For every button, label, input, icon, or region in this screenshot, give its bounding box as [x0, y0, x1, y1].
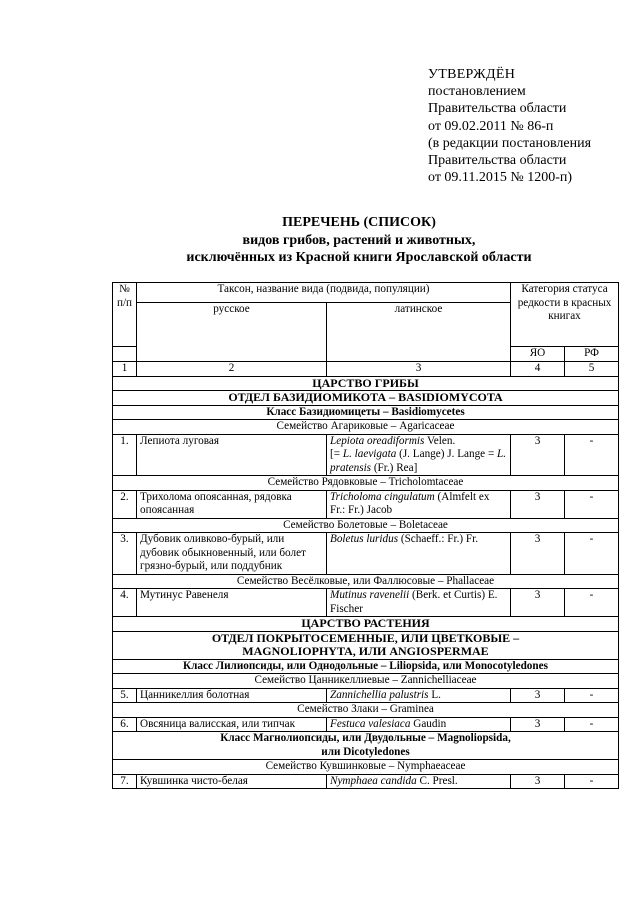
- row-russian: Мутинус Равенеля: [137, 589, 327, 617]
- row-latin: Mutinus ravenelii (Berk. et Curtis) E. Fischer: [327, 589, 511, 617]
- header-num: № п/п: [113, 283, 137, 347]
- family-row: Семейство Цанникеллиевые – Zannichelliaceae: [113, 674, 619, 689]
- approval-line: от 09.11.2015 № 1200-п): [428, 170, 573, 186]
- row-yao: 3: [511, 589, 565, 617]
- title-line-1: ПЕРЕЧЕНЬ (СПИСОК): [282, 215, 436, 230]
- row-num: 5.: [113, 688, 137, 703]
- colnum-4: 4: [511, 362, 565, 377]
- row-russian: Цанникеллия болотная: [137, 688, 327, 703]
- colnum-1: 1: [113, 362, 137, 377]
- division-row: ОТДЕЛ БАЗИДИОМИКОТА – BASIDIOMYCOTA: [113, 391, 619, 406]
- family-row: Семейство Весёлковые, или Фаллюсовые – Phallaceae: [113, 574, 619, 589]
- approval-line: от 09.02.2011 № 86-п: [428, 118, 554, 134]
- row-num: 1.: [113, 434, 137, 476]
- class-row: Класс Лилиопсиды, или Однодольные – Liliopsida, или Monocotyledones: [113, 659, 619, 674]
- table-row: [113, 490, 619, 518]
- document-title: [100, 214, 618, 267]
- family-row: Семейство Агариковые – Agaricaceae: [113, 420, 619, 435]
- species-table: [112, 282, 619, 789]
- table-row: [113, 774, 619, 789]
- row-russian: Дубовик оливково-бурый, или дубовик обыкновенный, или болет грязно-бурый, или поддубник: [137, 533, 327, 575]
- row-num: 3.: [113, 533, 137, 575]
- table-row: [113, 533, 619, 575]
- row-russian: Кувшинка чисто-белая: [137, 774, 327, 789]
- header-taxon: Таксон, название вида (подвида, популяции): [137, 283, 511, 303]
- kingdom-row: ЦАРСТВО ГРИБЫ: [113, 376, 619, 391]
- title-line-2: видов грибов, растений и животных,: [242, 232, 476, 248]
- row-num: 4.: [113, 589, 137, 617]
- row-yao: 3: [511, 688, 565, 703]
- approval-heading: УТВЕРЖДЁН: [428, 67, 516, 82]
- colnum-3: 3: [327, 362, 511, 377]
- row-russian: Овсяница валисская, или типчак: [137, 717, 327, 732]
- colnum-5: 5: [565, 362, 619, 377]
- approval-block: [428, 66, 591, 186]
- row-rf: -: [565, 717, 619, 732]
- title-line-3: исключённых из Красной книги Ярославской области: [186, 250, 532, 265]
- row-num: 7.: [113, 774, 137, 789]
- colnum-2: 2: [137, 362, 327, 377]
- header-russian: русское: [137, 303, 327, 362]
- row-yao: 3: [511, 717, 565, 732]
- kingdom-row: ЦАРСТВО РАСТЕНИЯ: [113, 617, 619, 632]
- row-rf: -: [565, 434, 619, 476]
- row-rf: -: [565, 688, 619, 703]
- approval-line: постановлением: [428, 84, 526, 100]
- table-row: [113, 688, 619, 703]
- row-yao: 3: [511, 434, 565, 476]
- approval-line: (в редакции постановления: [428, 135, 592, 151]
- family-row: Семейство Болетовые – Boletaceae: [113, 518, 619, 533]
- row-latin: Lepiota oreadiformis Velen. [= L. laevigata (J. Lange) J. Lange = L. pratensis (Fr.) Rea]: [327, 434, 511, 476]
- class-row: Класс Базидиомицеты – Basidiomycetes: [113, 405, 619, 420]
- row-rf: -: [565, 533, 619, 575]
- row-latin: Zannichellia palustris L.: [327, 688, 511, 703]
- approval-line: Правительства области: [428, 153, 567, 169]
- table-row: [113, 717, 619, 732]
- header-blank: [113, 347, 137, 362]
- row-latin: Boletus luridus (Schaeff.: Fr.) Fr.: [327, 533, 511, 575]
- row-rf: -: [565, 490, 619, 518]
- row-num: 2.: [113, 490, 137, 518]
- table-row: [113, 434, 619, 476]
- row-yao: 3: [511, 774, 565, 789]
- row-yao: 3: [511, 533, 565, 575]
- class-row: Класс Магнолиопсиды, или Двудольные – Magnoliopsida, или Dicotyledones: [113, 732, 619, 760]
- header-latin: латинское: [327, 303, 511, 362]
- family-row: Семейство Рядовковые – Tricholomtaceae: [113, 476, 619, 491]
- table-row: [113, 589, 619, 617]
- row-yao: 3: [511, 490, 565, 518]
- division-row: ОТДЕЛ ПОКРЫТОСЕМЕННЫЕ, ИЛИ ЦВЕТКОВЫЕ – MAGNOLIOPHYTA, ИЛИ ANGIOSPERMAE: [113, 631, 619, 659]
- header-yao: ЯО: [511, 347, 565, 362]
- row-latin: Festuca valesiaca Gaudin: [327, 717, 511, 732]
- header-rf: РФ: [565, 347, 619, 362]
- row-latin: Tricholoma cingulatum (Almfelt ex Fr.: Fr.) Jacob: [327, 490, 511, 518]
- approval-line: Правительства области: [428, 101, 567, 117]
- row-rf: -: [565, 774, 619, 789]
- family-row: Семейство Кувшинковые – Nymphaeaceae: [113, 760, 619, 775]
- header-category: Категория статуса редкости в красных книгах: [511, 283, 619, 347]
- family-row: Семейство Злаки – Graminea: [113, 703, 619, 718]
- row-russian: Лепиота луговая: [137, 434, 327, 476]
- row-num: 6.: [113, 717, 137, 732]
- row-latin: Nymphaea candida C. Presl.: [327, 774, 511, 789]
- row-rf: -: [565, 589, 619, 617]
- row-russian: Трихолома опоясанная, рядовка опоясанная: [137, 490, 327, 518]
